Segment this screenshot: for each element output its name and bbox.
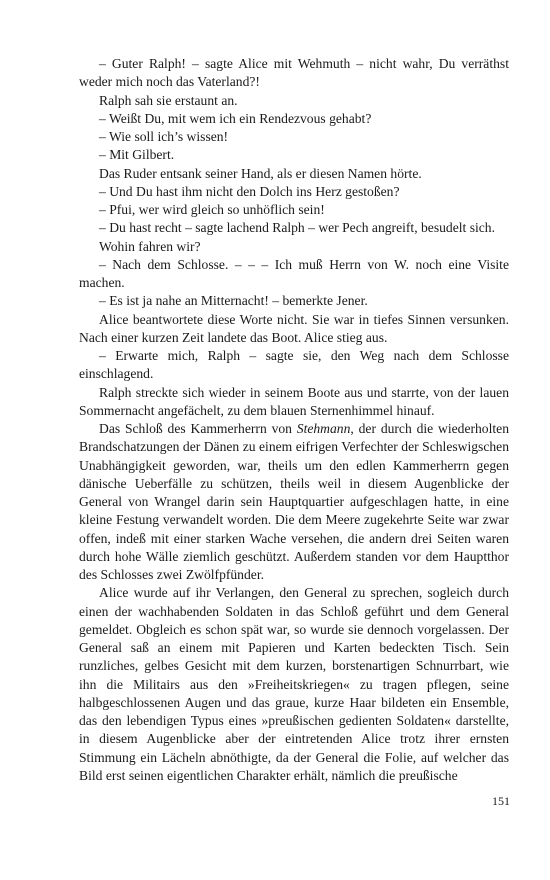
paragraph: – Und Du hast ihm nicht den Dolch ins Herz gestoßen? bbox=[99, 183, 400, 199]
paragraph: – Weißt Du, mit wem ich ein Rendezvous gehabt? bbox=[99, 110, 372, 126]
paragraph: Das Ruder entsank seiner Hand, als er diesen Namen hörte. bbox=[99, 165, 422, 181]
paragraph: – Es ist ja nahe an Mitternacht! – bemerkte Jener. bbox=[99, 293, 368, 309]
paragraph: – Erwarte mich, Ralph – sagte sie, den Weg nach dem Schlosse einschlagend. bbox=[79, 348, 509, 382]
paragraph: – Pfui, wer wird gleich so unhöflich sein! bbox=[99, 202, 325, 217]
paragraph: – Du hast recht – sagte lachend Ralph – wer Pech angreift, besudelt sich. bbox=[99, 220, 495, 236]
emphasized-name: Stehmann bbox=[296, 421, 351, 436]
paragraph: Das Schloß des Kammerherrn von Stehmann, der durch die wiederholten Brandschatzungen der Dänen zu einem eifrigen Verfechter der Schleswigschen Unabhängigkeit geworden, war, theils um den edlen Kammerherrn gegen dänische Ueberfälle zu schützen, theils weil in diesem Augenblicke der General von Wrangel darin sein Hauptquartier aufgeschlagen hatte, in eine kleine Festung verwandelt worden. Die dem Meere zugekehrte Seite war zwar offen, indeß mit einer starken Wache versehen, die andern drei Seiten waren durch hohe Wälle ziemlich geschützt. Außerdem standen vor dem Hauptthor des Schlosses zwei Zwölfpfünder. bbox=[79, 421, 509, 582]
paragraph: – Guter Ralph! – sagte Alice mit Wehmuth – nicht wahr, Du verräthst weder mich noch das Vaterland?! bbox=[79, 56, 509, 90]
paragraph: – Nach dem Schlosse. – – – Ich muß Herrn von W. noch eine Visite machen. bbox=[79, 256, 509, 290]
paragraph: Ralph streckte sich wieder in seinem Boote aus und starrte, von der lauen Sommernacht angefächelt, zu dem blauen Sternenhimmel hinauf. bbox=[79, 384, 509, 418]
page-number: 151 bbox=[492, 794, 510, 808]
paragraph: – Mit Gilbert. bbox=[99, 147, 175, 163]
paragraph: Alice wurde auf ihr Verlangen, den General zu sprechen, sogleich durch einen der wachhabenden Soldaten in das Schloß geführt und dem General gemeldet. Obgleich es schon spät war, so wurde sie dennoch vorgelassen. Der General saß an einem mit Papieren und Karten bedeckten Tisch. Sein runzliches, gelbes Gesicht mit dem kurzen, borstenartigen Schnurrbart, wie ihn die Militairs aus den »Freiheitskriegen« zu tragen pflegen, seine halbgeschlossenen Augen und das graue, kurze Haar bildeten ein Ensemble, das den lebendigen Typus eines »preußischen gedienten Soldaten« darstellte, in diesem Augenblicke aber der eintretenden Alice trotz ihrer ernsten Stimmung ein Lächeln abnöthigte, da der General die Folie, auf welcher das Bild erst seinen eigentlichen Charakter erhält, nämlich die preußische bbox=[79, 585, 509, 783]
body-text bbox=[79, 55, 509, 785]
paragraph: Alice beantwortete diese Worte nicht. Sie war in tiefes Sinnen versunken. Nach einer kurzen Zeit landete das Boot. Alice stieg aus. bbox=[79, 311, 509, 345]
paragraph: – Wie soll ich’s wissen! bbox=[99, 129, 229, 144]
paragraph: Ralph sah sie erstaunt an. bbox=[99, 92, 238, 108]
paragraph: Wohin fahren wir? bbox=[99, 238, 201, 254]
